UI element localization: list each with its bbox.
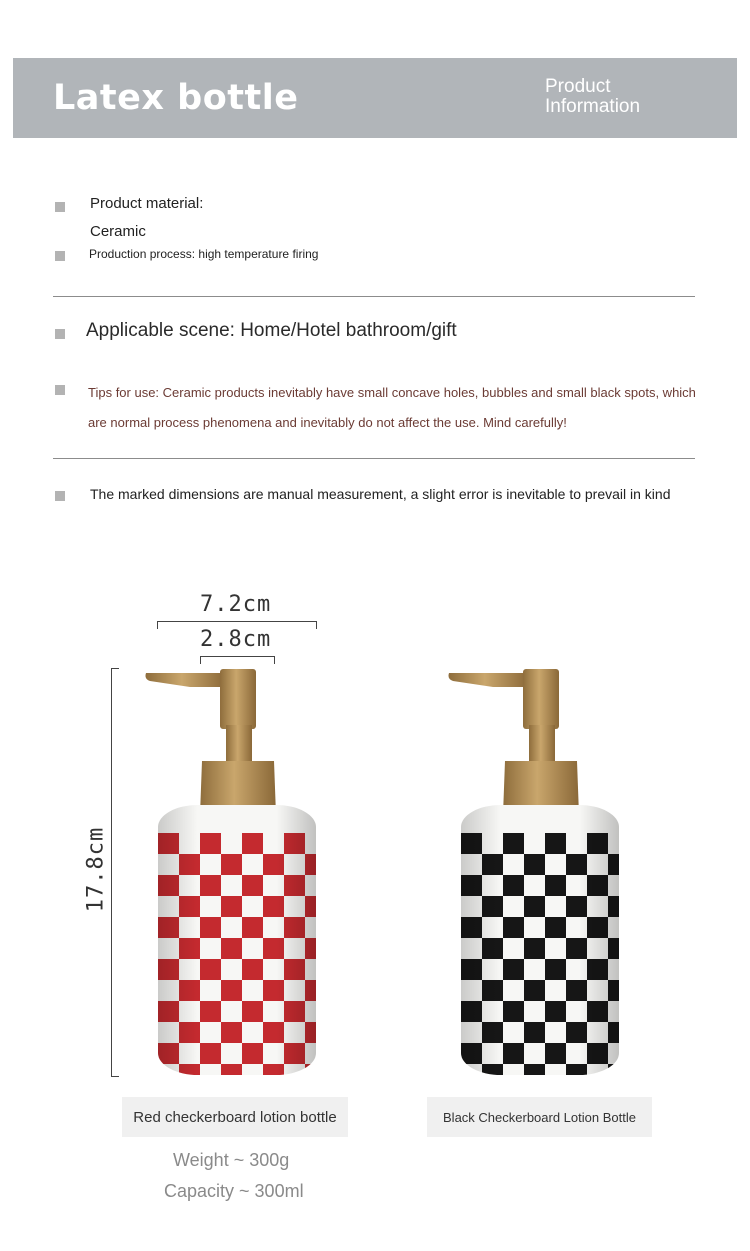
material-label: Product material: bbox=[90, 195, 204, 212]
divider bbox=[53, 296, 695, 297]
dimensions-note: The marked dimensions are manual measurement, a slight error is inevitable to prevail in kind bbox=[90, 486, 671, 502]
neck-dimension-label: 2.8cm bbox=[200, 627, 272, 652]
width-dimension-tick bbox=[157, 621, 158, 629]
capacity-spec: Capacity ~ 300ml bbox=[164, 1181, 304, 1201]
neck-dimension-tick bbox=[200, 656, 201, 664]
neck-dimension-line bbox=[200, 656, 275, 657]
page-title: Latex bottle bbox=[53, 78, 299, 118]
banner-subtitle bbox=[545, 77, 640, 117]
width-dimension-label: 7.2cm bbox=[200, 592, 272, 617]
banner-subtitle-line2: Information bbox=[545, 96, 641, 117]
bullet-icon bbox=[55, 202, 65, 212]
production-process: Production process: high temperature firing bbox=[89, 247, 319, 261]
height-dimension-label: 17.8cm bbox=[83, 826, 109, 913]
height-dimension-tick bbox=[111, 668, 119, 669]
black-checkerboard-bottle-image bbox=[443, 665, 633, 1080]
height-dimension-line bbox=[111, 668, 112, 1077]
width-dimension-line bbox=[157, 621, 317, 622]
header-banner bbox=[13, 58, 737, 138]
bullet-icon bbox=[55, 385, 65, 395]
red-bottle-caption: Red checkerboard lotion bottle bbox=[122, 1097, 348, 1137]
divider bbox=[53, 458, 695, 459]
bullet-icon bbox=[55, 491, 65, 501]
width-dimension-tick bbox=[316, 621, 317, 629]
material-value: Ceramic bbox=[90, 223, 146, 240]
black-bottle-caption: Black Checkerboard Lotion Bottle bbox=[427, 1097, 652, 1137]
weight-spec: Weight ~ 300g bbox=[173, 1150, 290, 1170]
bullet-icon bbox=[55, 251, 65, 261]
banner-subtitle-line1: Product bbox=[545, 76, 611, 97]
applicable-scene: Applicable scene: Home/Hotel bathroom/gift bbox=[86, 320, 457, 341]
bullet-icon bbox=[55, 329, 65, 339]
red-checkerboard-bottle-image bbox=[140, 665, 330, 1080]
height-dimension-tick bbox=[111, 1076, 119, 1077]
usage-tips: Tips for use: Ceramic products inevitably have small concave holes, bubbles and small black spots, which are normal process phenomena and inevitably do not affect the use. Mind carefully! bbox=[88, 385, 696, 430]
neck-dimension-tick bbox=[274, 656, 275, 664]
